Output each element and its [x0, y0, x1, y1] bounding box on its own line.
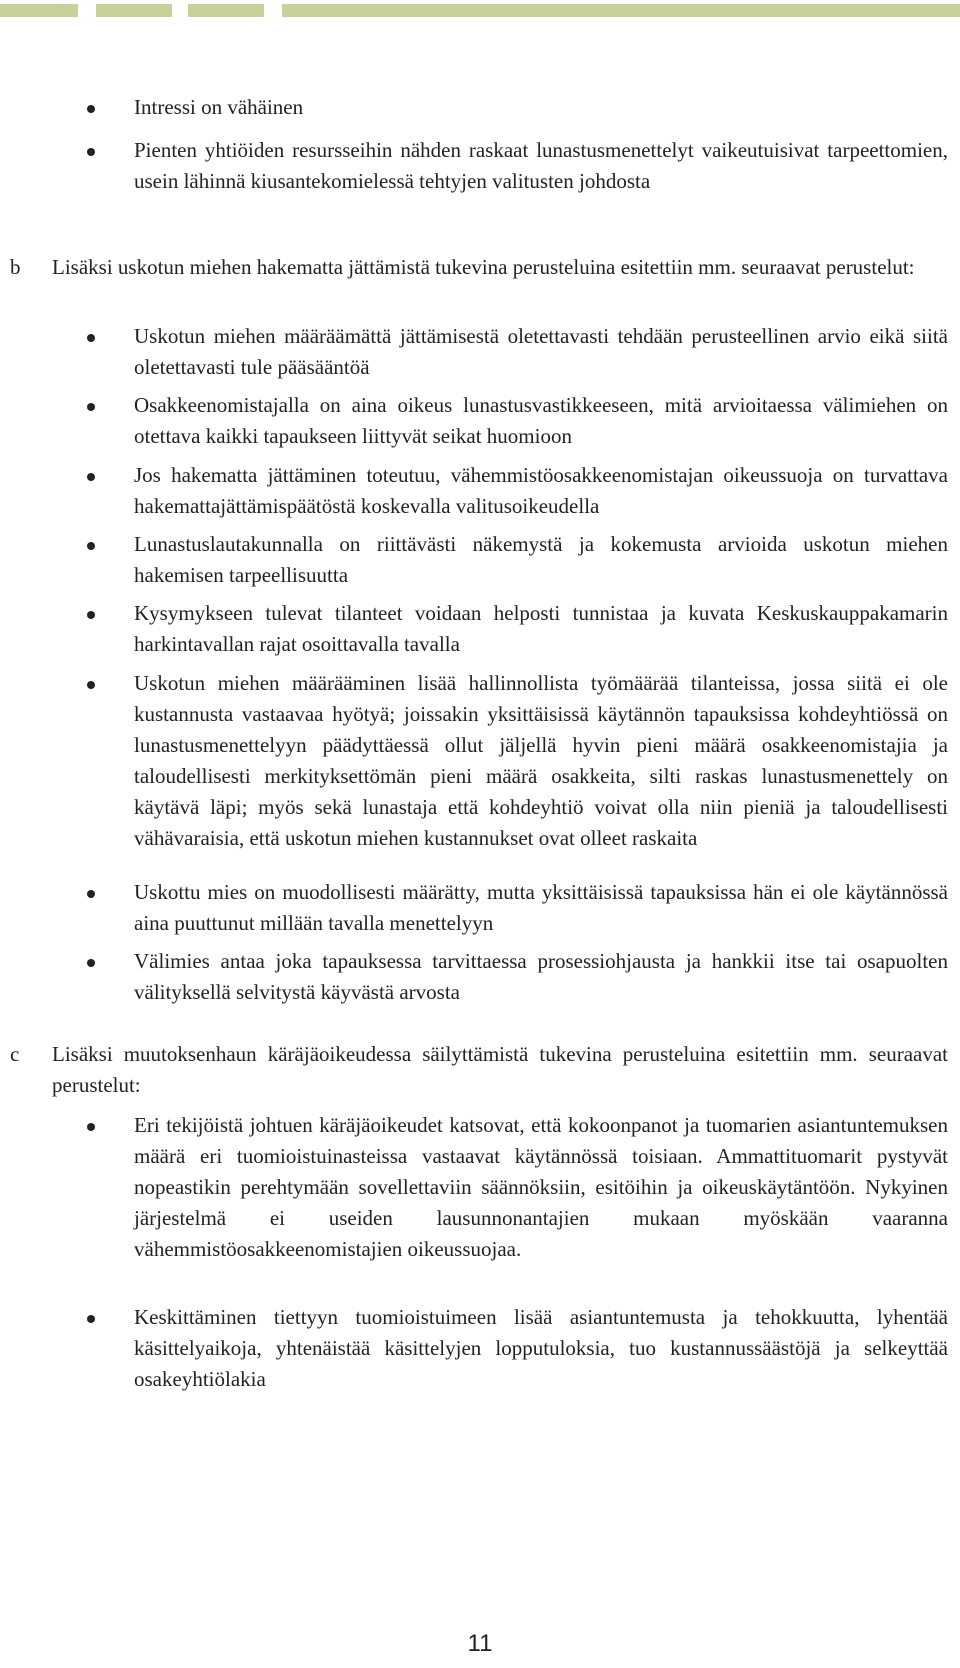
- section-c-intro: Lisäksi muutoksenhaun käräjäoikeudessa säilyttämistä tukevina perusteluina esitettiin mm. seuraavat perustelut:: [52, 1042, 948, 1097]
- list-item: [0, 390, 960, 452]
- section-marker-c: c: [10, 1042, 20, 1066]
- list-item-text: Lunastuslautakunnalla on riittävästi näkemystä ja kokemusta arvioida uskotun miehen hakemisen tarpeellisuutta: [134, 532, 948, 587]
- bullet-icon: [87, 959, 95, 967]
- bullet-icon: [87, 334, 95, 342]
- list-item-text: Välimies antaa joka tapauksessa tarvittaessa prosessiohjausta ja hankkii itse tai osapuolten välityksellä selvitystä käyvästä arvosta: [134, 949, 948, 1004]
- list-item: [0, 598, 960, 660]
- list-item: [0, 321, 960, 383]
- list-item: [0, 877, 960, 939]
- bullet-icon: [87, 681, 95, 689]
- list-item-text: Uskotun miehen määrääminen lisää hallinnollista työmäärää tilanteissa, jossa siitä ei ole kustannusta vastaavaa hyötyä; joissakin yksittäisissä käytännön tapauksissa kohdeyhtiössä on lunastusmenettelyyn päädyttäessä ollut jäljellä hyvin pieni määrä osakkeenomistajia ja taloudellisesti merkityksettömän pieni määrä osakkeita, silti raskas lunastusmenettely on käytävä läpi; myös sekä lunastaja että kohdeyhtiö voivat olla niin pieniä ja taloudellisesti vähävaraisia, että uskotun miehen kustannukset ovat olleet raskaita: [134, 671, 948, 850]
- list-item-text: Jos hakematta jättäminen toteutuu, vähemmistöosakkeenomistajan oikeussuoja on turvattava hakemattajättämispäätöstä koskevalla valitusoikeudella: [134, 463, 948, 518]
- list-item-text: Osakkeenomistajalla on aina oikeus lunastusvastikkeeseen, mitä arvioitaessa välimiehen on otettava kaikki tapaukseen liittyvät seikat huomioon: [134, 393, 948, 448]
- bullet-icon: [87, 890, 95, 898]
- bullet-icon: [87, 105, 95, 113]
- bullet-icon: [87, 148, 95, 156]
- list-item-text: Keskittäminen tiettyyn tuomioistuimeen lisää asiantuntemusta ja tehokkuutta, lyhentää käsittelyaikoja, yhtenäistää käsittelyjen lopputuloksia, tuo kustannussäästöjä ja selkeyttää osakeyhtiölakia: [134, 1305, 948, 1391]
- list-item-text: Uskottu mies on muodollisesti määrätty, mutta yksittäisissä tapauksissa hän ei ole käytännössä aina puuttunut millään tavalla menettelyyn: [134, 880, 948, 935]
- list-item: [0, 668, 960, 854]
- list-item-text: Uskotun miehen määräämättä jättämisestä oletettavasti tehdään perusteellinen arvio eikä siitä oletettavasti tule pääsääntöä: [134, 324, 948, 379]
- bullet-icon: [87, 473, 95, 481]
- header-bar: [0, 4, 78, 17]
- section-b-intro: Lisäksi uskotun miehen hakematta jättämistä tukevina perusteluina esitettiin mm. seuraavat perustelut:: [52, 255, 915, 279]
- header-bar: [96, 4, 172, 17]
- bullet-icon: [87, 403, 95, 411]
- list-item: [0, 1110, 960, 1265]
- list-item: [0, 529, 960, 591]
- header-bar: [282, 4, 960, 17]
- list-item-text: Kysymykseen tulevat tilanteet voidaan helposti tunnistaa ja kuvata Keskuskauppakamarin harkintavallan rajat osoittavalla tavalla: [134, 601, 948, 656]
- page-number: 11: [467, 1630, 493, 1657]
- list-item-text: Eri tekijöistä johtuen käräjäoikeudet katsovat, että kokoonpanot ja tuomarien asiantuntemuksen määrä eri tuomioistuinasteissa vastaavat käytännössä toisiaan. Ammattituomarit pystyvät nopeastikin perehtymään sovellettaviin säännöksiin, esitöihin ja oikeuskäytäntöön. Nykyinen järjestelmä ei useiden lausunnonantajien mukaan myöskään vaaranna vähemmistöosakkeenomistajien oikeussuojaa.: [134, 1113, 948, 1261]
- bullet-icon: [87, 1315, 95, 1323]
- header-bar: [188, 4, 264, 17]
- section-marker-b: b: [10, 255, 21, 279]
- list-item: [0, 1302, 960, 1395]
- bullet-icon: [87, 611, 95, 619]
- header-decoration: [0, 4, 960, 17]
- bullet-icon: [87, 542, 95, 550]
- list-item-text: Intressi on vähäinen: [134, 95, 304, 119]
- list-item: [0, 92, 960, 123]
- bullet-icon: [87, 1123, 95, 1131]
- list-item: [0, 135, 960, 197]
- list-item-text: Pienten yhtiöiden resursseihin nähden raskaat lunastusmenettelyt vaikeutuisivat tarpeettomien, usein lähinnä kiusantekomielessä tehtyjen valitusten johdosta: [134, 138, 948, 193]
- list-item: [0, 460, 960, 522]
- list-item: [0, 946, 960, 1008]
